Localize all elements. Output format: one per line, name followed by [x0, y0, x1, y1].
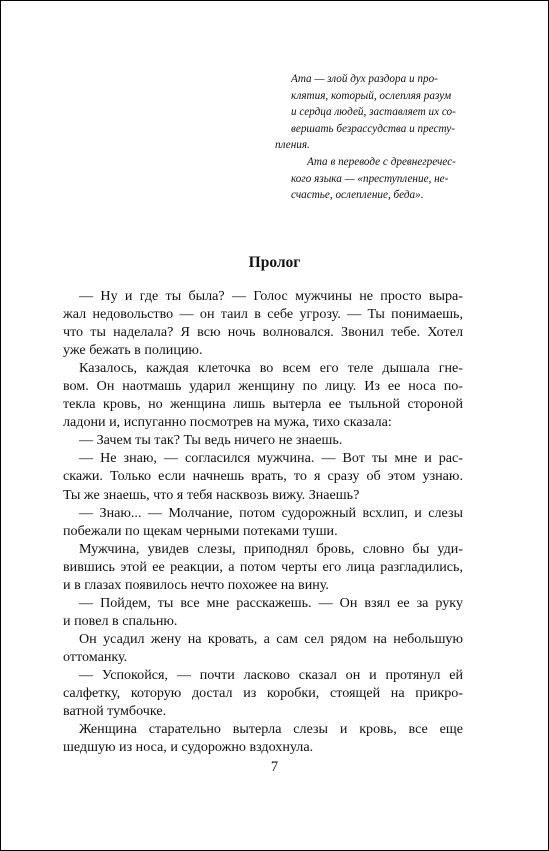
- paragraph: [63, 504, 463, 540]
- text-line: — Зачем ты так? Ты ведь ничего не знаешь.: [79, 432, 343, 449]
- epigraph-line: пления.: [275, 139, 310, 152]
- epigraph-line: вершать безрассудства и престу-: [291, 122, 455, 135]
- epigraph-line: Ата — злой дух раздора и про-: [291, 73, 438, 85]
- text-line: текла кровь, но женщина лишь вытерла ее тыльной стороной: [63, 396, 463, 413]
- text-line: Мужчина, увидев слезы, приподнял бровь, словно бы уди-: [79, 540, 463, 557]
- text-line: уже бежать в полицию.: [63, 342, 203, 359]
- epigraph-paragraph: [275, 71, 461, 154]
- paragraph: [63, 449, 463, 503]
- text-line: Женщина старательно вытерла слезы и кровь, все еще: [79, 721, 463, 738]
- text-line: оттоманку.: [63, 648, 128, 665]
- text-line: вом. Он наотмашь ударил женщину по лицу. Из ее носа по-: [63, 378, 463, 395]
- text-line: Казалось, каждая клеточка во всем его теле дышала гне-: [79, 360, 463, 377]
- text-line: жал недовольство — он таил в себе угрозу. — Ты понимаешь,: [63, 306, 463, 323]
- text-line: салфетку, которую достал из коробки, стоящей на прикро-: [63, 685, 463, 702]
- text-line: — Ну и где ты была? — Голос мужчины не просто выра-: [79, 288, 463, 304]
- text-line: — Успокойся, — почти ласково сказал он и протянул ей: [79, 666, 463, 683]
- text-line: — Не знаю, — согласился мужчина. — Вот ты мне и рас-: [79, 450, 463, 467]
- chapter-title: Пролог: [248, 254, 301, 271]
- text-line: побежали по щекам черными потеками туши.: [63, 522, 338, 539]
- paragraph: [63, 359, 463, 431]
- epigraph-line: и сердца людей, заставляет их со-: [291, 106, 456, 119]
- text-line: ладони и, испуганно посмотрев на мужа, тихо сказала:: [63, 414, 392, 431]
- epigraph-line: кого языка — «преступление, не-: [291, 172, 449, 185]
- text-line: ватной тумбочке.: [63, 703, 167, 720]
- text-line: — Пойдем, ты все мне расскажешь. — Он взял ее за руку: [79, 594, 463, 611]
- text-line: и в глазах появилось нечто похожее на вину.: [63, 576, 329, 593]
- text-line: и повел в спальню.: [63, 612, 178, 629]
- epigraph: [275, 71, 461, 204]
- text-line: — Знаю... — Молчание, потом судорожный всхлип, и слезы: [79, 504, 463, 521]
- text-line: что ты наделала? Я всю ночь волновался. Звонил тебе. Хотел: [63, 324, 463, 341]
- epigraph-line: счастье, ослепление, беда».: [291, 189, 424, 202]
- page-number: 7: [270, 759, 279, 775]
- paragraph: [63, 720, 463, 756]
- paragraph: [63, 431, 463, 449]
- body-text: [63, 287, 463, 756]
- text-line: шедшую из носа, и судорожно вздохнула.: [63, 739, 314, 756]
- epigraph-paragraph: [275, 154, 461, 204]
- text-line: Он усадил жену на кровать, а сам сел рядом на небольшую: [79, 630, 463, 647]
- epigraph-line: Ата в переводе с древнегречес-: [307, 155, 456, 168]
- paragraph: [63, 594, 463, 630]
- text-line: скажи. Только если начнешь врать, то я сразу об этом узнаю.: [63, 468, 463, 485]
- text-line: вившись этой ее реакции, а потом черты его лица разгладились,: [63, 558, 463, 575]
- text-line: Ты же знаешь, что я тебя насквозь вижу. Знаешь?: [63, 486, 360, 503]
- paragraph: [63, 630, 463, 666]
- paragraph: [63, 540, 463, 594]
- paragraph: [63, 666, 463, 720]
- paragraph: [63, 287, 463, 359]
- epigraph-line: клятия, который, ослепляя разум: [291, 89, 452, 102]
